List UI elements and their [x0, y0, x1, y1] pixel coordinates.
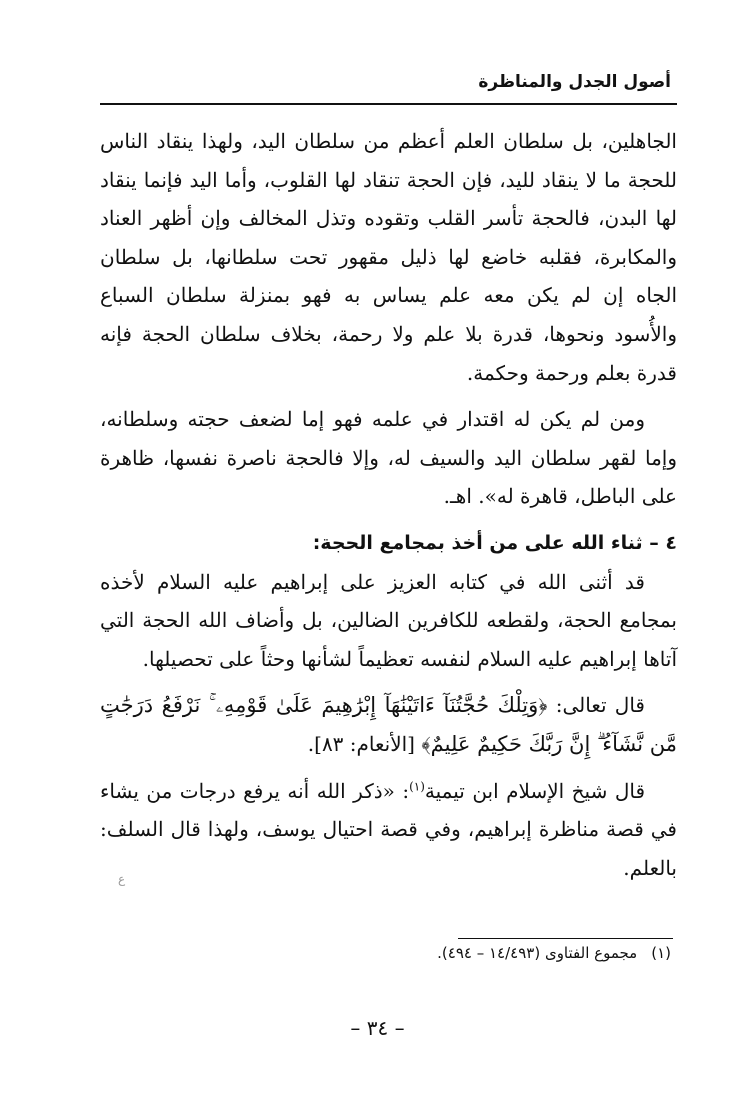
- paragraph-2: ومن لم يكن له اقتدار في علمه فهو إما لضعف حجته وسلطانه، وإما لقهر سلطان اليد والسيف له، وإلا فالحجة ناصرة نفسها، ظاهرة على الباطل، قاهرة له». اهـ.: [100, 407, 677, 509]
- footnote-rule: [458, 938, 673, 939]
- footnote-text: مجموع الفتاوى (١٤/٤٩٣ – ٤٩٤).: [437, 944, 638, 962]
- paragraph-4-start: قال شيخ الإسلام ابن تيمية: [424, 778, 646, 803]
- paragraph-4-end: : «ذكر الله أنه يرفع درجات من يشاء في قصة مناظرة إبراهيم، وفي قصة احتيال يوسف، ولهذا قال السلف: بالعلم.: [100, 778, 677, 880]
- footnote-number: (١): [651, 944, 671, 962]
- header-rule: [100, 103, 677, 105]
- page-number: – ٣٤ –: [350, 1016, 405, 1040]
- verse-paragraph: [100, 686, 677, 763]
- running-title: أصول الجدل والمناظرة: [478, 72, 671, 92]
- body-text: [100, 122, 677, 887]
- paragraph-4: [100, 772, 677, 888]
- footnote: [94, 944, 671, 962]
- verse-intro: قال تعالى:: [547, 693, 645, 718]
- quran-verse: ﴿وَتِلْكَ حُجَّتُنَآ ءَاتَيْنَٰهَآ إِبْرَٰهِيمَ عَلَىٰ قَوْمِهِۦ ۚ نَرْفَعُ دَرَجَٰتٍ مَّن نَّشَآءُ ۗ إِنَّ رَبَّكَ حَكِيمٌ عَلِيمٌ﴾: [100, 693, 677, 756]
- section-heading: ٤ – ثناء الله على من أخذ بمجامع الحجة:: [312, 531, 677, 554]
- verse-reference: [الأنعام: ٨٣].: [307, 731, 422, 756]
- footnote-marker: (١): [409, 778, 425, 793]
- stray-mark: ع: [118, 872, 126, 886]
- paragraph-1: الجاهلين، بل سلطان العلم أعظم من سلطان اليد، ولهذا ينقاد الناس للحجة ما لا ينقاد لليد، فإن الحجة تنقاد لها القلوب، وأما اليد فإنما ينقاد لها البدن، فالحجة تأسر القلب وتقوده وتذل المخالف وإن أظهر العناد والمكابرة، فقلبه خاضع لها ذليل مقهور تحت سلطانها، بل سلطان الجاه إن لم يكن معه علم يساس به فهو بمنزلة سلطان السباع والأُسود ونحوها، قدرة بلا علم ولا رحمة، بخلاف سلطان الحجة فإنه قدرة بعلم ورحمة وحكمة.: [100, 129, 677, 385]
- paragraph-3: قد أثنى الله في كتابه العزيز على إبراهيم عليه السلام لأخذه بمجامع الحجة، ولقطعه للكافرين الضالين، بل وأضاف الله الحجة التي آتاها إبراهيم عليه السلام لنفسه تعظيماً لشأنها وحثاً على تحصيلها.: [100, 569, 677, 671]
